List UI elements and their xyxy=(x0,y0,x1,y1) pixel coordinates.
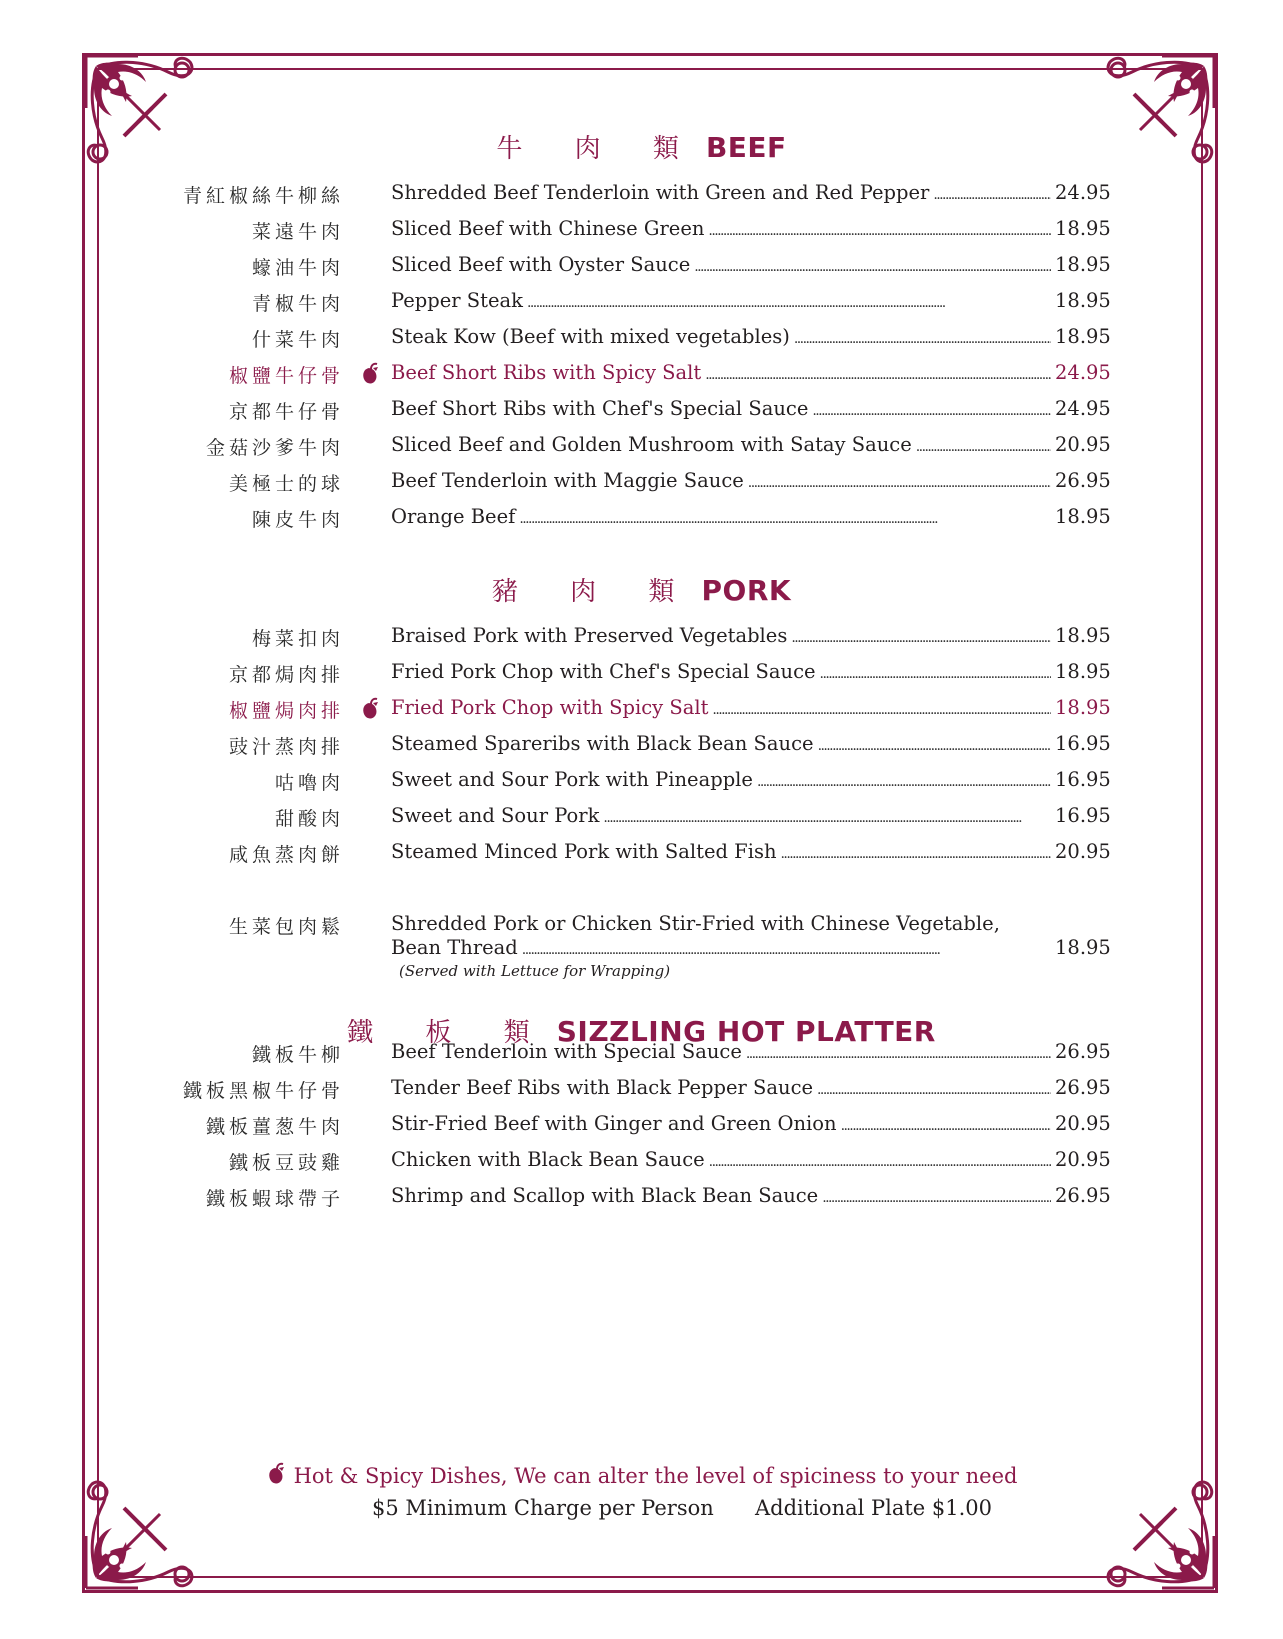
additional-plate-charge: Additional Plate $1.00 xyxy=(755,1496,993,1520)
item-price: 18.95 xyxy=(1055,289,1111,312)
item-name-zh: 金菇沙爹牛肉 xyxy=(205,437,344,459)
item-name-en: Steamed Minced Pork with Salted Fish xyxy=(391,840,777,863)
item-price: 18.95 xyxy=(1055,253,1111,276)
item-name-en: Beef Short Ribs with Spicy Salt xyxy=(391,361,702,384)
leader-dots xyxy=(841,1112,1051,1135)
item-name-en: Fried Pork Chop with Chef's Special Sauce xyxy=(391,660,816,683)
item-price: 16.95 xyxy=(1055,732,1111,755)
menu-item xyxy=(0,361,1283,391)
chili-pepper-icon xyxy=(360,362,382,386)
leader-dots xyxy=(817,1076,1051,1099)
menu-item xyxy=(0,289,1283,319)
section-title-zh: 鐵 板 類 xyxy=(347,1018,552,1048)
item-name-en: Fried Pork Chop with Spicy Salt xyxy=(391,696,709,719)
item-name-en: Beef Tenderloin with Special Sauce xyxy=(391,1040,742,1063)
item-price: 16.95 xyxy=(1055,768,1111,791)
item-name-zh: 生菜包肉鬆 xyxy=(228,916,344,938)
menu-item xyxy=(0,181,1283,211)
menu-item xyxy=(0,469,1283,499)
item-price: 18.95 xyxy=(1055,660,1111,683)
leader-dots xyxy=(818,732,1051,755)
menu-item xyxy=(0,1076,1283,1106)
leader-dots xyxy=(916,433,1051,456)
minimum-charge: $5 Minimum Charge per Person xyxy=(372,1496,714,1520)
section-title-pork xyxy=(0,571,1283,608)
section-title-en: BEEF xyxy=(705,131,787,164)
leader-dots xyxy=(822,1184,1051,1207)
leader-dots xyxy=(812,397,1051,420)
leader-dots xyxy=(746,1040,1051,1063)
leader-dots xyxy=(708,217,1051,240)
leader-dots xyxy=(519,505,1051,528)
item-name-en: Chicken with Black Bean Sauce xyxy=(391,1148,705,1171)
menu-item xyxy=(0,505,1283,535)
leader-dots xyxy=(712,696,1051,719)
item-name-en: Sweet and Sour Pork with Pineapple xyxy=(391,768,753,791)
item-name-en: Sweet and Sour Pork xyxy=(391,804,600,827)
section-title-zh: 豬 肉 類 xyxy=(491,577,697,607)
menu-item xyxy=(0,840,1283,870)
leader-dots xyxy=(794,325,1051,348)
item-name-en: Pepper Steak xyxy=(391,289,523,312)
item-name-zh: 陳皮牛肉 xyxy=(251,509,344,531)
item-name-zh: 蠔油牛肉 xyxy=(251,257,344,279)
item-name-zh: 鐵板豆豉雞 xyxy=(228,1152,344,1174)
menu-item xyxy=(0,624,1283,654)
item-name-en: Tender Beef Ribs with Black Pepper Sauce xyxy=(391,1076,814,1099)
item-price: 20.95 xyxy=(1055,1112,1111,1135)
item-name-zh: 鐵板黑椒牛仔骨 xyxy=(182,1080,344,1102)
menu-item xyxy=(0,325,1283,355)
leader-dots xyxy=(603,804,1051,827)
menu-item xyxy=(0,768,1283,798)
leader-dots xyxy=(705,361,1051,384)
item-note: (Served with Lettuce for Wrapping) xyxy=(399,962,671,980)
item-name-zh: 青紅椒絲牛柳絲 xyxy=(182,185,344,207)
leader-dots xyxy=(748,469,1051,492)
item-name-zh: 梅菜扣肉 xyxy=(251,628,344,650)
item-name-zh: 鐵板蝦球帶子 xyxy=(205,1188,344,1210)
leader-dots xyxy=(933,181,1051,204)
corner-ornament-icon xyxy=(78,48,218,188)
chili-pepper-icon xyxy=(266,1462,288,1486)
item-name-en: Beef Short Ribs with Chef's Special Sauce xyxy=(391,397,809,420)
item-name-en: Sliced Beef with Chinese Green xyxy=(391,217,705,240)
item-price: 24.95 xyxy=(1055,181,1111,204)
menu-item xyxy=(0,660,1283,690)
item-name-zh: 鐵板薑葱牛肉 xyxy=(205,1116,344,1138)
leader-dots xyxy=(781,840,1051,863)
leader-dots xyxy=(527,289,1051,312)
item-price: 20.95 xyxy=(1055,1148,1111,1171)
leader-dots xyxy=(694,253,1051,276)
item-price: 18.95 xyxy=(1055,624,1111,647)
leader-dots xyxy=(757,768,1051,791)
item-name-zh: 京都牛仔骨 xyxy=(228,401,344,423)
item-name-en-line1: Shredded Pork or Chicken Stir-Fried with Chinese Vegetable, xyxy=(391,912,1000,935)
item-name-zh: 美極士的球 xyxy=(228,473,344,495)
menu-item xyxy=(0,732,1283,762)
item-price: 20.95 xyxy=(1055,840,1111,863)
item-name-en: Shrimp and Scallop with Black Bean Sauce xyxy=(391,1184,819,1207)
section-title-en: PORK xyxy=(701,574,792,607)
item-name-zh: 什菜牛肉 xyxy=(251,329,344,351)
section-title-beef xyxy=(0,128,1283,165)
item-price: 26.95 xyxy=(1055,469,1111,492)
item-name-en: Stir-Fried Beef with Ginger and Green Onion xyxy=(391,1112,837,1135)
item-name-en: Braised Pork with Preserved Vegetables xyxy=(391,624,788,647)
item-price: 16.95 xyxy=(1055,804,1111,827)
leader-dots xyxy=(820,660,1051,683)
item-price: 20.95 xyxy=(1055,433,1111,456)
spicy-note-text: Hot & Spicy Dishes, We can alter the level of spiciness to your need xyxy=(293,1464,1018,1488)
item-price: 26.95 xyxy=(1055,1040,1111,1063)
leader-dots xyxy=(791,624,1051,647)
leader-dots xyxy=(709,1148,1051,1171)
menu-item xyxy=(0,217,1283,247)
item-price: 18.95 xyxy=(1055,505,1111,528)
item-name-zh: 甜酸肉 xyxy=(274,808,344,830)
menu-item xyxy=(0,433,1283,463)
menu-item xyxy=(0,253,1283,283)
item-name-en: Steamed Spareribs with Black Bean Sauce xyxy=(391,732,814,755)
corner-ornament-icon xyxy=(1082,48,1222,188)
spicy-note xyxy=(0,1462,1283,1488)
menu-item xyxy=(0,1112,1283,1142)
menu-item xyxy=(0,1148,1283,1178)
item-name-en: Shredded Beef Tenderloin with Green and Red Pepper xyxy=(391,181,930,204)
item-name-zh: 鐵板牛柳 xyxy=(251,1044,344,1066)
item-name-zh: 京都焗肉排 xyxy=(228,664,344,686)
menu-item xyxy=(0,1040,1283,1070)
menu-item xyxy=(0,804,1283,834)
item-name-en: Sliced Beef and Golden Mushroom with Satay Sauce xyxy=(391,433,912,456)
item-name-en: Beef Tenderloin with Maggie Sauce xyxy=(391,469,744,492)
item-name-zh: 菜遠牛肉 xyxy=(251,221,344,243)
menu-item xyxy=(0,397,1283,427)
item-price: 18.95 xyxy=(1055,696,1111,719)
item-name-zh: 咸魚蒸肉餅 xyxy=(228,844,344,866)
item-price: 24.95 xyxy=(1055,361,1111,384)
item-price: 26.95 xyxy=(1055,1184,1111,1207)
item-name-zh: 椒鹽焗肉排 xyxy=(228,700,344,722)
item-name-en: Sliced Beef with Oyster Sauce xyxy=(391,253,691,276)
leader-dots xyxy=(522,936,1051,959)
item-name-en: Orange Beef xyxy=(391,505,516,528)
item-name-en: Steak Kow (Beef with mixed vegetables) xyxy=(391,325,790,348)
item-price: 18.95 xyxy=(1055,325,1111,348)
section-title-zh: 牛 肉 類 xyxy=(496,134,701,164)
chili-pepper-icon xyxy=(360,697,382,721)
item-name-zh: 豉汁蒸肉排 xyxy=(228,736,344,758)
item-price: 18.95 xyxy=(1055,217,1111,240)
item-name-en-line2: Bean Thread xyxy=(391,936,518,959)
item-name-zh: 椒鹽牛仔骨 xyxy=(228,365,344,387)
item-name-zh: 咕嚕肉 xyxy=(274,772,344,794)
menu-item xyxy=(0,1184,1283,1214)
item-price: 18.95 xyxy=(1055,936,1111,959)
item-price: 24.95 xyxy=(1055,397,1111,420)
item-name-zh: 青椒牛肉 xyxy=(251,293,344,315)
section-title-en: SIZZLING HOT PLATTER xyxy=(556,1015,936,1048)
item-price: 26.95 xyxy=(1055,1076,1111,1099)
menu-item xyxy=(0,696,1283,726)
